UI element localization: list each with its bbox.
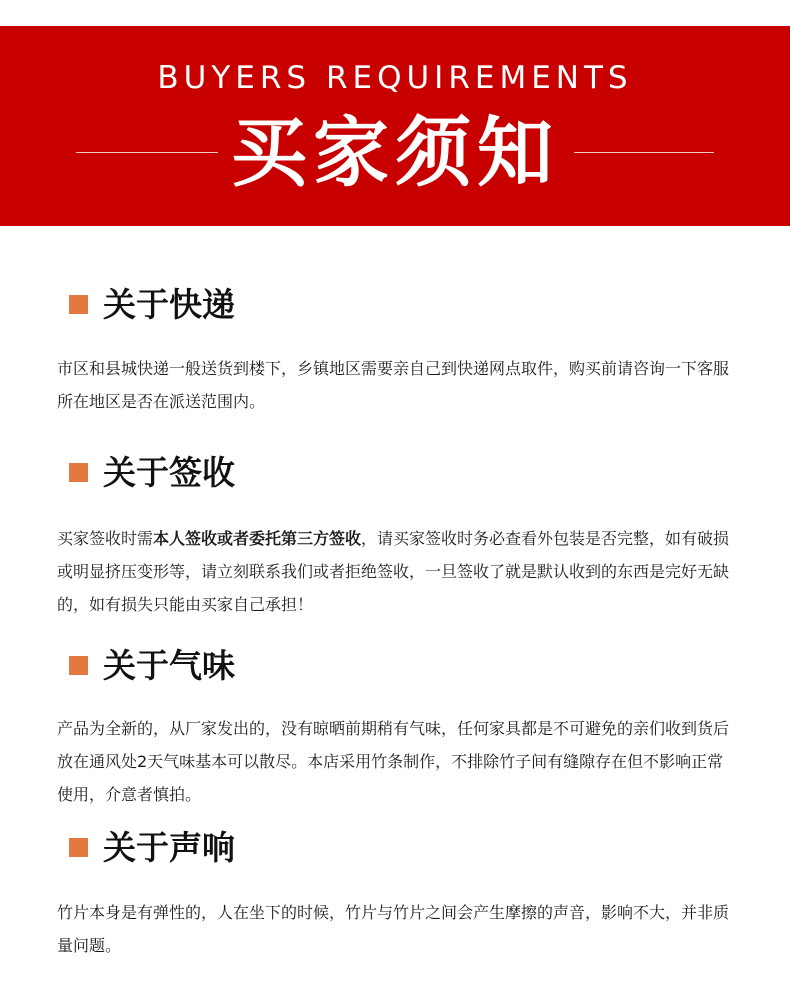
- section-body-text: ，请买家签收时务必查看外包装是否完整，如有破损或明显挤压变形等，请立刻联系我们或者拒绝签收，一旦签收了就是默认收到的东西是完好无缺的，如有损失只能由买家自己承担！: [57, 529, 730, 614]
- section-body-text: 买家签收时需: [57, 529, 154, 548]
- section-body-emphasis: 本人签收或者委托第三方签收: [153, 529, 362, 548]
- section-body: 产品为全新的，从厂家发出的，没有晾晒前期稍有气味，任何家具都是不可避免的亲们收到货后放在通风处2天气味基本可以散尽。本店采用竹条制作，不排除竹子间有缝隙存在但不影响正常使用，介意者慎拍。: [57, 719, 730, 804]
- section-marker: [69, 295, 88, 314]
- section-body: 市区和县城快递一般送货到楼下，乡镇地区需要亲自己到快递网点取件，购买前请咨询一下客服所在地区是否在派送范围内。: [57, 359, 730, 411]
- section-title: 关于声响: [103, 828, 235, 867]
- header-banner: [0, 26, 790, 226]
- section-title: 关于签收: [103, 453, 235, 492]
- header-subtitle-en: BUYERS REQUIREMENTS: [157, 60, 633, 96]
- section-marker: [69, 838, 88, 857]
- section-body: 竹片本身是有弹性的，人在坐下的时候，竹片与竹片之间会产生摩擦的声音，影响不大，并非质量问题。: [57, 903, 730, 955]
- section-marker: [69, 463, 88, 482]
- section-title: 关于快递: [103, 285, 235, 324]
- header-divider-right: [574, 152, 714, 153]
- section-marker: [69, 656, 88, 675]
- header-title-cn: 买家须知: [231, 108, 559, 197]
- section-body: [57, 522, 737, 621]
- section-title: 关于气味: [103, 646, 235, 685]
